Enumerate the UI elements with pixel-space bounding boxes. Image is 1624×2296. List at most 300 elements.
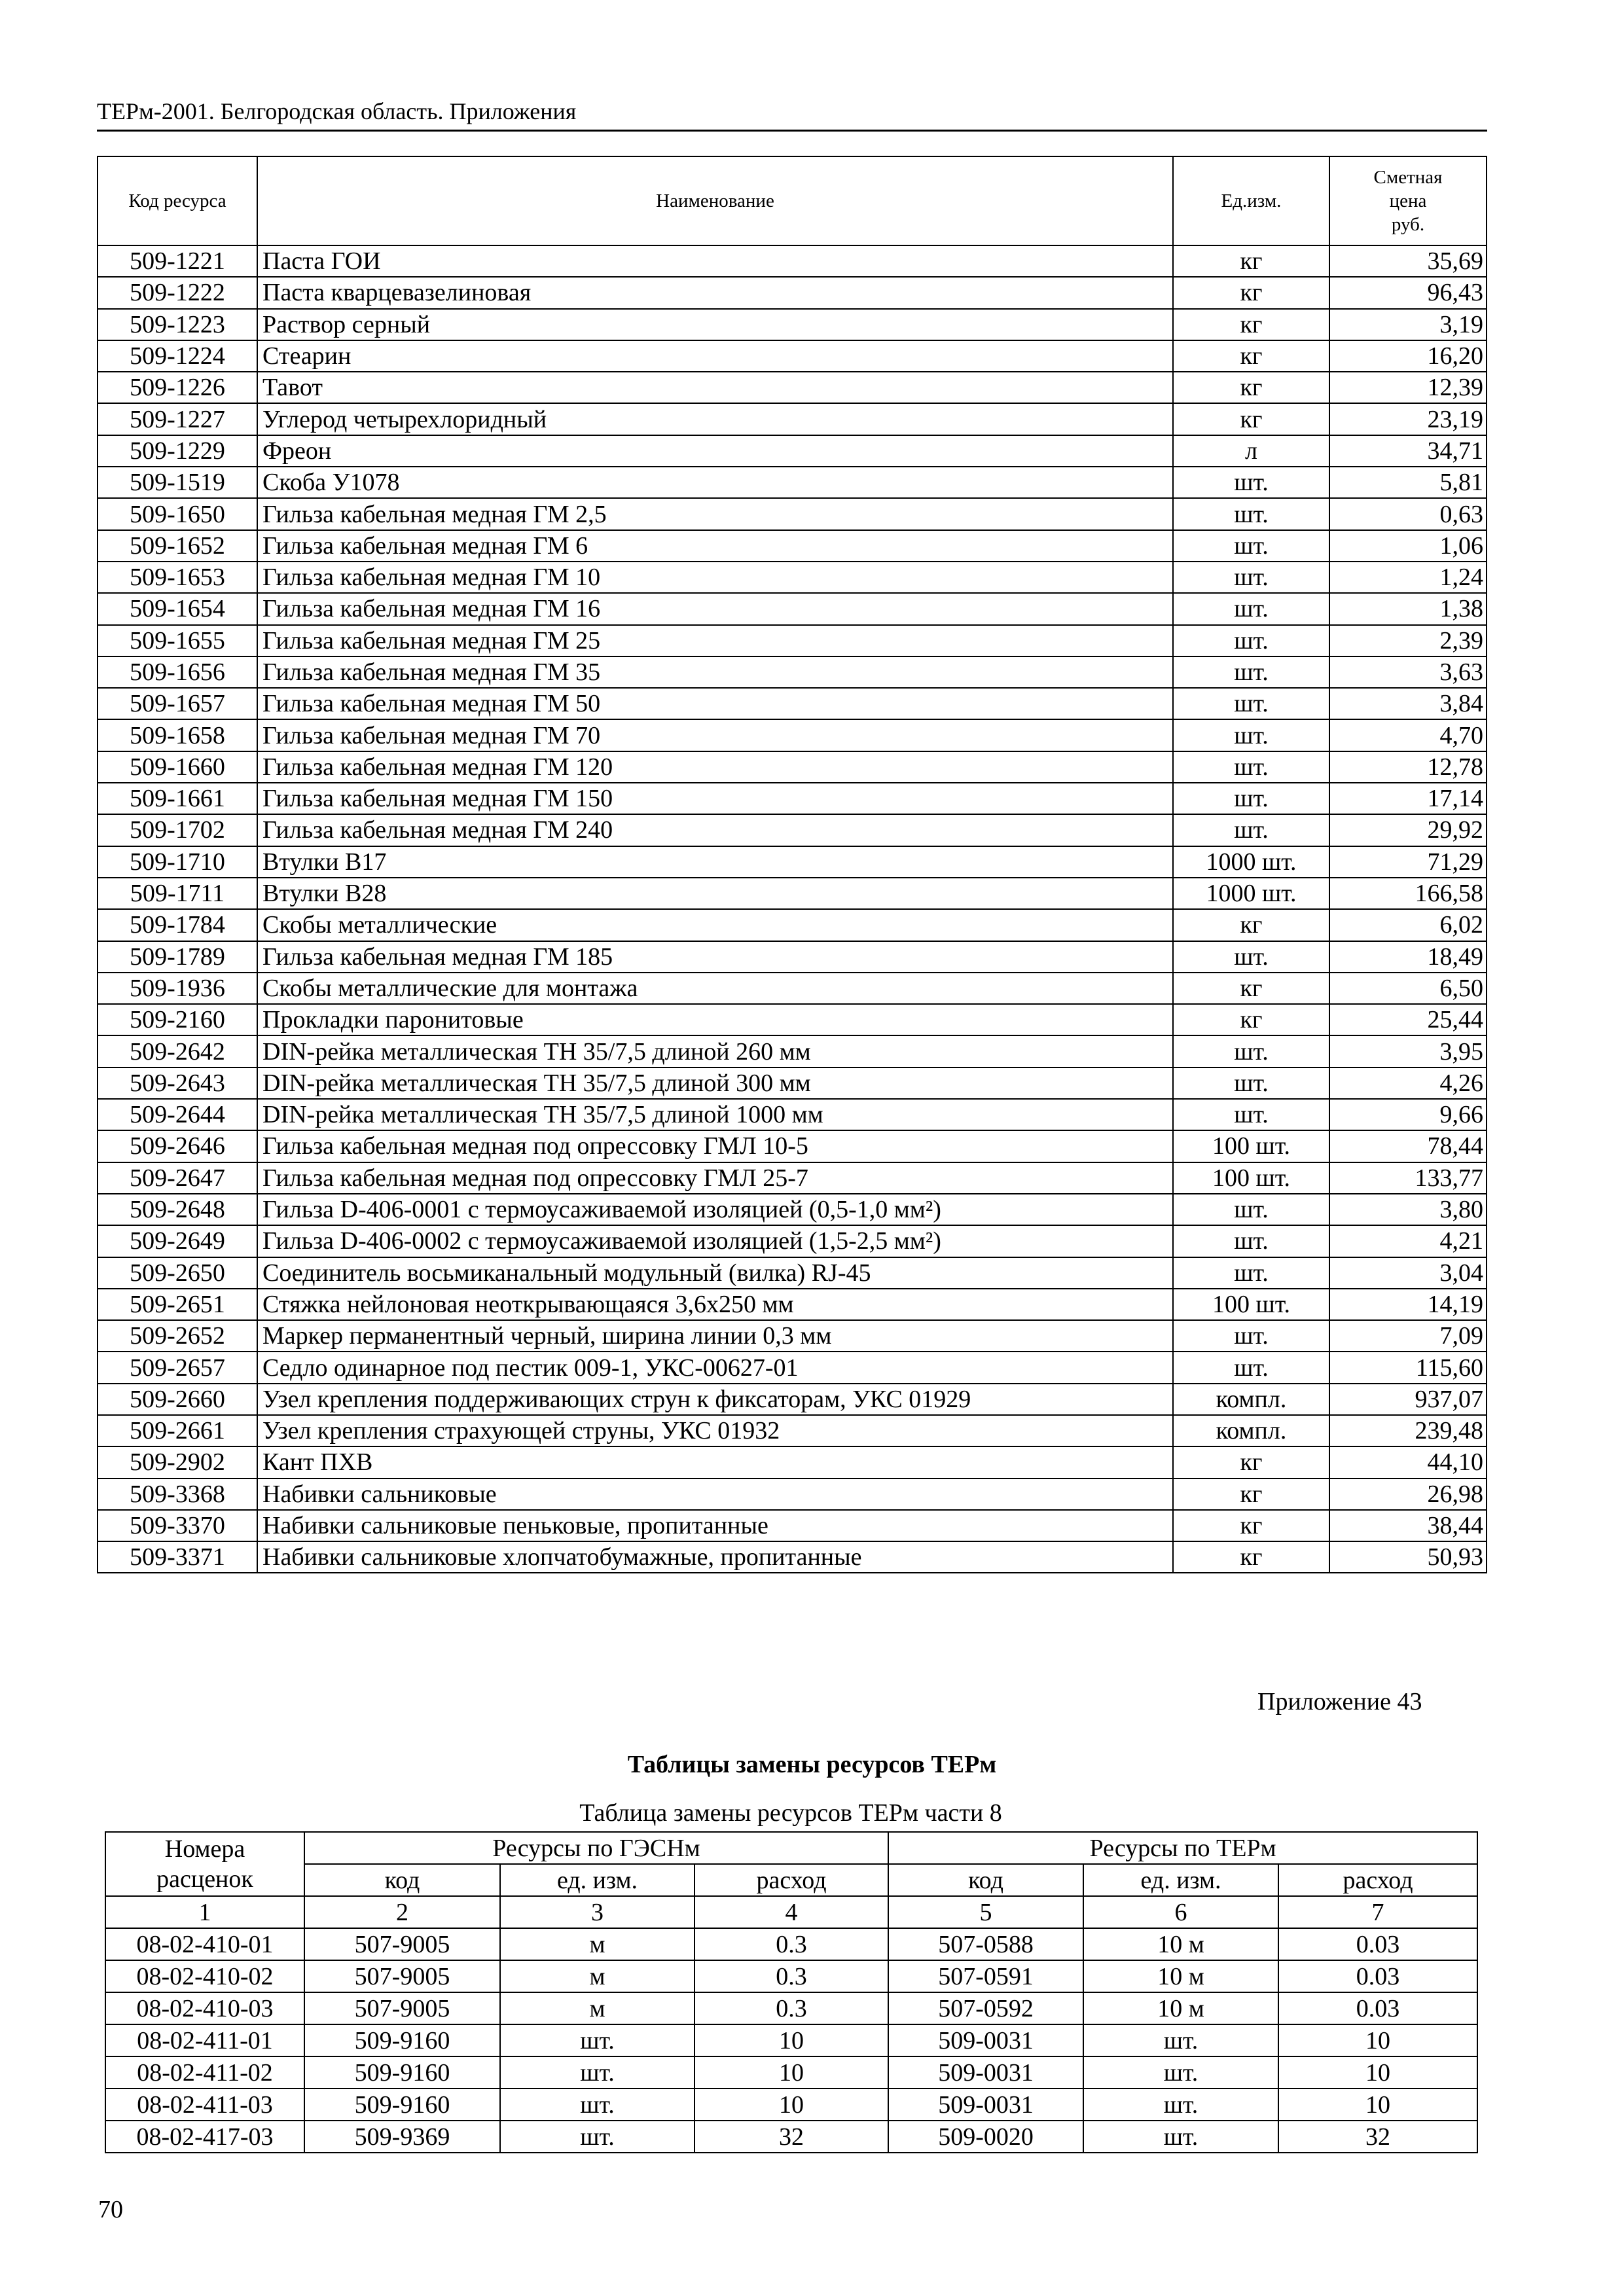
resource-unit-cell: шт. bbox=[1173, 562, 1329, 593]
resource-name-cell: Паста ГОИ bbox=[257, 245, 1173, 277]
resource-code-cell: 509-2652 bbox=[98, 1320, 257, 1352]
resource-replacement-table bbox=[105, 1831, 1478, 2153]
table-row bbox=[98, 1257, 1487, 1289]
table-row bbox=[105, 1928, 1477, 1960]
resource-unit-cell: шт. bbox=[1173, 1352, 1329, 1383]
resource-name-cell: Набивки сальниковые bbox=[257, 1479, 1173, 1510]
resource-price-cell: 26,98 bbox=[1329, 1479, 1487, 1510]
table-row bbox=[98, 467, 1487, 498]
table-row bbox=[105, 2121, 1477, 2153]
column-number-row bbox=[105, 1896, 1477, 1928]
table-row bbox=[98, 688, 1487, 719]
resource-name-cell: Гильза кабельная медная ГМ 185 bbox=[257, 941, 1173, 973]
resource-name-cell: Гильза D-406-0001 с термоусаживаемой изоляцией (0,5-1,0 мм²) bbox=[257, 1194, 1173, 1225]
table-row bbox=[98, 562, 1487, 593]
table-row bbox=[98, 1446, 1487, 1478]
resource-unit-cell: 100 шт. bbox=[1173, 1162, 1329, 1194]
resource-name-cell: Гильза кабельная медная ГМ 6 bbox=[257, 530, 1173, 562]
resource-code-cell: 509-1222 bbox=[98, 277, 257, 308]
resource-price-cell: 133,77 bbox=[1329, 1162, 1487, 1194]
resource-price-cell: 2,39 bbox=[1329, 625, 1487, 656]
resource-name-cell: Скоба У1078 bbox=[257, 467, 1173, 498]
resource-price-cell: 4,70 bbox=[1329, 719, 1487, 751]
resource-price-cell: 78,44 bbox=[1329, 1130, 1487, 1162]
resource-code-cell: 509-2657 bbox=[98, 1352, 257, 1383]
resource-name-cell: Гильза кабельная медная ГМ 120 bbox=[257, 751, 1173, 783]
resource-price-cell: 17,14 bbox=[1329, 783, 1487, 814]
ter-unit-cell: 10 м bbox=[1083, 1960, 1278, 1992]
rate-number-cell: 08-02-411-01 bbox=[105, 2024, 304, 2056]
resource-unit-cell: л bbox=[1173, 435, 1329, 467]
ter-unit-cell: 10 м bbox=[1083, 1992, 1278, 2024]
resource-name-cell: Гильза кабельная медная ГМ 70 bbox=[257, 719, 1173, 751]
resource-price-cell: 3,84 bbox=[1329, 688, 1487, 719]
resource-price-cell: 96,43 bbox=[1329, 277, 1487, 308]
resource-price-cell: 18,49 bbox=[1329, 941, 1487, 973]
resource-unit-cell: кг bbox=[1173, 1510, 1329, 1541]
ter-code-cell: 509-0031 bbox=[888, 2024, 1083, 2056]
table-row bbox=[98, 1194, 1487, 1225]
resource-code-cell: 509-1660 bbox=[98, 751, 257, 783]
resource-code-cell: 509-1229 bbox=[98, 435, 257, 467]
resource-unit-cell: шт. bbox=[1173, 719, 1329, 751]
resource-price-cell: 5,81 bbox=[1329, 467, 1487, 498]
ter-use-cell: 10 bbox=[1278, 2056, 1477, 2089]
resource-name-cell: Кант ПХВ bbox=[257, 1446, 1173, 1478]
table-row bbox=[98, 277, 1487, 308]
subheader-gesn-code: код bbox=[304, 1864, 500, 1896]
resource-name-cell: DIN-рейка металлическая ТН 35/7,5 длиной 260 мм bbox=[257, 1035, 1173, 1067]
resource-unit-cell: кг bbox=[1173, 309, 1329, 340]
column-number: 3 bbox=[500, 1896, 695, 1928]
ter-unit-cell: шт. bbox=[1083, 2024, 1278, 2056]
resource-price-cell: 50,93 bbox=[1329, 1541, 1487, 1573]
resource-code-cell: 509-3370 bbox=[98, 1510, 257, 1541]
resource-code-cell: 509-2644 bbox=[98, 1099, 257, 1130]
rate-number-cell: 08-02-410-02 bbox=[105, 1960, 304, 1992]
resource-price-cell: 34,71 bbox=[1329, 435, 1487, 467]
resource-code-cell: 509-3368 bbox=[98, 1479, 257, 1510]
resource-name-cell: Гильза кабельная медная ГМ 50 bbox=[257, 688, 1173, 719]
resource-unit-cell: компл. bbox=[1173, 1384, 1329, 1415]
gesn-code-cell: 507-9005 bbox=[304, 1992, 500, 2024]
column-number: 1 bbox=[105, 1896, 304, 1928]
resource-name-cell: Набивки сальниковые пеньковые, пропитанные bbox=[257, 1510, 1173, 1541]
resource-unit-cell: 100 шт. bbox=[1173, 1289, 1329, 1320]
resource-price-cell: 38,44 bbox=[1329, 1510, 1487, 1541]
resource-unit-cell: шт. bbox=[1173, 814, 1329, 846]
table-row bbox=[98, 530, 1487, 562]
table-header-row bbox=[98, 156, 1487, 245]
resource-code-cell: 509-1223 bbox=[98, 309, 257, 340]
subheader-ter-use: расход bbox=[1278, 1864, 1477, 1896]
gesn-use-cell: 10 bbox=[695, 2089, 888, 2121]
resource-unit-cell: шт. bbox=[1173, 1035, 1329, 1067]
resource-price-cell: 7,09 bbox=[1329, 1320, 1487, 1352]
resource-price-cell: 3,80 bbox=[1329, 1194, 1487, 1225]
resource-code-cell: 509-2648 bbox=[98, 1194, 257, 1225]
table-row bbox=[98, 1510, 1487, 1541]
gesn-unit-cell: шт. bbox=[500, 2024, 695, 2056]
resource-price-cell: 3,63 bbox=[1329, 656, 1487, 688]
resource-price-cell: 44,10 bbox=[1329, 1446, 1487, 1478]
resource-code-cell: 509-2647 bbox=[98, 1162, 257, 1194]
table-row bbox=[98, 656, 1487, 688]
column-group-gesn: Ресурсы по ГЭСНм bbox=[304, 1832, 888, 1864]
gesn-use-cell: 0.3 bbox=[695, 1928, 888, 1960]
gesn-use-cell: 10 bbox=[695, 2024, 888, 2056]
ter-use-cell: 32 bbox=[1278, 2121, 1477, 2153]
column-number: 6 bbox=[1083, 1896, 1278, 1928]
resource-price-cell: 16,20 bbox=[1329, 340, 1487, 372]
resource-unit-cell: кг bbox=[1173, 403, 1329, 435]
resource-unit-cell: шт. bbox=[1173, 941, 1329, 973]
ter-use-cell: 10 bbox=[1278, 2024, 1477, 2056]
resource-name-cell: Гильза кабельная медная ГМ 10 bbox=[257, 562, 1173, 593]
resource-name-cell: Гильза кабельная медная под опрессовку ГМЛ 10-5 bbox=[257, 1130, 1173, 1162]
resource-unit-cell: кг bbox=[1173, 340, 1329, 372]
ter-unit-cell: 10 м bbox=[1083, 1928, 1278, 1960]
ter-unit-cell: шт. bbox=[1083, 2089, 1278, 2121]
table-row bbox=[98, 309, 1487, 340]
column-group-ter: Ресурсы по ТЕРм bbox=[888, 1832, 1477, 1864]
resource-unit-cell: шт. bbox=[1173, 1320, 1329, 1352]
resource-unit-cell: кг bbox=[1173, 1004, 1329, 1035]
table-row bbox=[98, 1289, 1487, 1320]
resource-code-cell: 509-3371 bbox=[98, 1541, 257, 1573]
resource-price-cell: 4,21 bbox=[1329, 1225, 1487, 1257]
resource-name-cell: Маркер перманентный черный, ширина линии 0,3 мм bbox=[257, 1320, 1173, 1352]
table-row bbox=[98, 909, 1487, 941]
resource-name-cell: Узел крепления поддерживающих струн к фиксаторам, УКС 01929 bbox=[257, 1384, 1173, 1415]
resource-code-cell: 509-2649 bbox=[98, 1225, 257, 1257]
rate-number-cell: 08-02-411-02 bbox=[105, 2056, 304, 2089]
table-subheader-row bbox=[105, 1864, 1477, 1896]
table-header-row bbox=[105, 1832, 1477, 1864]
resource-unit-cell: шт. bbox=[1173, 625, 1329, 656]
resource-name-cell: Тавот bbox=[257, 372, 1173, 403]
resource-price-cell: 29,92 bbox=[1329, 814, 1487, 846]
resource-code-cell: 509-1936 bbox=[98, 973, 257, 1004]
resource-code-cell: 509-1652 bbox=[98, 530, 257, 562]
resource-unit-cell: кг bbox=[1173, 277, 1329, 308]
resource-unit-cell: кг bbox=[1173, 909, 1329, 941]
table-row bbox=[98, 1225, 1487, 1257]
subheader-gesn-use: расход bbox=[695, 1864, 888, 1896]
price-header-line-2: цена bbox=[1389, 190, 1427, 211]
rate-number-cell: 08-02-411-03 bbox=[105, 2089, 304, 2121]
table-row bbox=[105, 2056, 1477, 2089]
resource-code-cell: 509-2646 bbox=[98, 1130, 257, 1162]
resource-name-cell: Гильза кабельная медная ГМ 16 bbox=[257, 593, 1173, 624]
resource-code-cell: 509-1226 bbox=[98, 372, 257, 403]
price-header-line-3: руб. bbox=[1391, 214, 1425, 235]
subheader-ter-unit: ед. изм. bbox=[1083, 1864, 1278, 1896]
gesn-use-cell: 0.3 bbox=[695, 1992, 888, 2024]
resource-unit-cell: кг bbox=[1173, 1446, 1329, 1478]
gesn-use-cell: 32 bbox=[695, 2121, 888, 2153]
gesn-code-cell: 509-9369 bbox=[304, 2121, 500, 2153]
resource-code-cell: 509-1710 bbox=[98, 846, 257, 878]
rate-number-cell: 08-02-417-03 bbox=[105, 2121, 304, 2153]
resource-unit-cell: шт. bbox=[1173, 1194, 1329, 1225]
resource-unit-cell: кг bbox=[1173, 372, 1329, 403]
resource-unit-cell: кг bbox=[1173, 245, 1329, 277]
gesn-unit-cell: м bbox=[500, 1992, 695, 2024]
column-number: 2 bbox=[304, 1896, 500, 1928]
gesn-use-cell: 0.3 bbox=[695, 1960, 888, 1992]
table-row bbox=[98, 973, 1487, 1004]
resource-name-cell: Скобы металлические для монтажа bbox=[257, 973, 1173, 1004]
resource-unit-cell: шт. bbox=[1173, 1099, 1329, 1130]
resource-price-cell: 1,24 bbox=[1329, 562, 1487, 593]
subheader-gesn-unit: ед. изм. bbox=[500, 1864, 695, 1896]
resource-code-cell: 509-1650 bbox=[98, 498, 257, 529]
resource-code-cell: 509-1656 bbox=[98, 656, 257, 688]
table-row bbox=[98, 1099, 1487, 1130]
gesn-unit-cell: м bbox=[500, 1960, 695, 1992]
resource-name-cell: DIN-рейка металлическая ТН 35/7,5 длиной 1000 мм bbox=[257, 1099, 1173, 1130]
resource-unit-cell: шт. bbox=[1173, 467, 1329, 498]
resource-code-cell: 509-1654 bbox=[98, 593, 257, 624]
resource-name-cell: Стяжка нейлоновая неоткрывающаяся 3,6x250 мм bbox=[257, 1289, 1173, 1320]
header-rule bbox=[97, 130, 1487, 132]
table-row bbox=[98, 1067, 1487, 1099]
table-row bbox=[98, 878, 1487, 909]
table-row bbox=[98, 1415, 1487, 1446]
resource-name-cell: Гильза D-406-0002 с термоусаживаемой изоляцией (1,5-2,5 мм²) bbox=[257, 1225, 1173, 1257]
resource-price-cell: 23,19 bbox=[1329, 403, 1487, 435]
resource-code-cell: 509-1653 bbox=[98, 562, 257, 593]
gesn-code-cell: 509-9160 bbox=[304, 2089, 500, 2121]
resource-price-cell: 35,69 bbox=[1329, 245, 1487, 277]
resource-code-cell: 509-1657 bbox=[98, 688, 257, 719]
resource-price-cell: 239,48 bbox=[1329, 1415, 1487, 1446]
resource-code-cell: 509-2643 bbox=[98, 1067, 257, 1099]
resource-name-cell: Втулки В17 bbox=[257, 846, 1173, 878]
table-row bbox=[98, 403, 1487, 435]
resource-name-cell: Гильза кабельная медная под опрессовку ГМЛ 25-7 bbox=[257, 1162, 1173, 1194]
resource-unit-cell: шт. bbox=[1173, 656, 1329, 688]
table-row bbox=[98, 593, 1487, 624]
resource-code-cell: 509-1519 bbox=[98, 467, 257, 498]
resource-unit-cell: шт. bbox=[1173, 498, 1329, 529]
resource-code-cell: 509-1789 bbox=[98, 941, 257, 973]
gesn-unit-cell: шт. bbox=[500, 2089, 695, 2121]
table-row bbox=[98, 783, 1487, 814]
rate-number-cell: 08-02-410-03 bbox=[105, 1992, 304, 2024]
table-row bbox=[105, 2024, 1477, 2056]
table-row bbox=[98, 1541, 1487, 1573]
resource-price-cell: 3,04 bbox=[1329, 1257, 1487, 1289]
resource-unit-cell: 1000 шт. bbox=[1173, 878, 1329, 909]
resource-price-cell: 0,63 bbox=[1329, 498, 1487, 529]
resource-name-cell: Седло одинарное под пестик 009-1, УКС-00627-01 bbox=[257, 1352, 1173, 1383]
table-row bbox=[98, 751, 1487, 783]
ter-use-cell: 0.03 bbox=[1278, 1992, 1477, 2024]
resource-unit-cell: компл. bbox=[1173, 1415, 1329, 1446]
ter-code-cell: 507-0592 bbox=[888, 1992, 1083, 2024]
resource-code-cell: 509-1661 bbox=[98, 783, 257, 814]
resource-code-cell: 509-2642 bbox=[98, 1035, 257, 1067]
resource-unit-cell: 100 шт. bbox=[1173, 1130, 1329, 1162]
table-row bbox=[98, 435, 1487, 467]
ter-code-cell: 509-0031 bbox=[888, 2056, 1083, 2089]
ter-unit-cell: шт. bbox=[1083, 2121, 1278, 2153]
gesn-use-cell: 10 bbox=[695, 2056, 888, 2089]
resources-table-body bbox=[98, 245, 1487, 1573]
table-row bbox=[98, 1162, 1487, 1194]
rate-number-cell: 08-02-410-01 bbox=[105, 1928, 304, 1960]
resource-name-cell: Втулки В28 bbox=[257, 878, 1173, 909]
ter-code-cell: 509-0031 bbox=[888, 2089, 1083, 2121]
resource-price-cell: 3,95 bbox=[1329, 1035, 1487, 1067]
gesn-code-cell: 507-9005 bbox=[304, 1960, 500, 1992]
ter-unit-cell: шт. bbox=[1083, 2056, 1278, 2089]
table-row bbox=[105, 1992, 1477, 2024]
resource-code-cell: 509-1655 bbox=[98, 625, 257, 656]
resource-code-cell: 509-2651 bbox=[98, 1289, 257, 1320]
resource-name-cell: Скобы металлические bbox=[257, 909, 1173, 941]
gesn-unit-cell: м bbox=[500, 1928, 695, 1960]
page-number: 70 bbox=[98, 2196, 123, 2223]
resource-code-cell: 509-2902 bbox=[98, 1446, 257, 1478]
resource-price-cell: 25,44 bbox=[1329, 1004, 1487, 1035]
resource-price-cell: 1,06 bbox=[1329, 530, 1487, 562]
rates-header-line-1: Номера bbox=[164, 1835, 245, 1863]
resource-code-cell: 509-2650 bbox=[98, 1257, 257, 1289]
table-row bbox=[98, 1130, 1487, 1162]
resource-name-cell: Фреон bbox=[257, 435, 1173, 467]
resource-code-cell: 509-1711 bbox=[98, 878, 257, 909]
table-row bbox=[98, 1004, 1487, 1035]
appendix-label: Приложение 43 bbox=[1257, 1688, 1422, 1715]
resource-price-cell: 12,78 bbox=[1329, 751, 1487, 783]
resource-price-cell: 4,26 bbox=[1329, 1067, 1487, 1099]
replacement-table-body bbox=[105, 1832, 1477, 2153]
resource-name-cell: Углерод четырехлоридный bbox=[257, 403, 1173, 435]
resource-price-cell: 12,39 bbox=[1329, 372, 1487, 403]
resource-code-cell: 509-2660 bbox=[98, 1384, 257, 1415]
resource-code-cell: 509-1784 bbox=[98, 909, 257, 941]
resource-name-cell: Гильза кабельная медная ГМ 25 bbox=[257, 625, 1173, 656]
table-caption: Таблица замены ресурсов ТЕРм части 8 bbox=[579, 1799, 1002, 1827]
resource-code-cell: 509-1221 bbox=[98, 245, 257, 277]
table-row bbox=[105, 2089, 1477, 2121]
resource-unit-cell: шт. bbox=[1173, 530, 1329, 562]
resource-unit-cell: шт. bbox=[1173, 783, 1329, 814]
resource-unit-cell: 1000 шт. bbox=[1173, 846, 1329, 878]
resource-price-cell: 71,29 bbox=[1329, 846, 1487, 878]
resource-unit-cell: кг bbox=[1173, 1541, 1329, 1573]
table-row bbox=[98, 245, 1487, 277]
table-row bbox=[98, 625, 1487, 656]
table-row bbox=[98, 1479, 1487, 1510]
table-row bbox=[98, 498, 1487, 529]
resource-name-cell: Соединитель восьмиканальный модульный (вилка) RJ-45 bbox=[257, 1257, 1173, 1289]
resource-unit-cell: шт. bbox=[1173, 1067, 1329, 1099]
table-row bbox=[98, 941, 1487, 973]
gesn-code-cell: 507-9005 bbox=[304, 1928, 500, 1960]
gesn-unit-cell: шт. bbox=[500, 2056, 695, 2089]
ter-code-cell: 507-0588 bbox=[888, 1928, 1083, 1960]
gesn-code-cell: 509-9160 bbox=[304, 2056, 500, 2089]
table-row bbox=[98, 719, 1487, 751]
column-number: 4 bbox=[695, 1896, 888, 1928]
column-header-name: Наименование bbox=[257, 156, 1173, 245]
resource-name-cell: Узел крепления страхующей струны, УКС 01932 bbox=[257, 1415, 1173, 1446]
resource-unit-cell: шт. bbox=[1173, 1225, 1329, 1257]
column-header-unit: Ед.изм. bbox=[1173, 156, 1329, 245]
ter-code-cell: 507-0591 bbox=[888, 1960, 1083, 1992]
column-number: 5 bbox=[888, 1896, 1083, 1928]
section-title: Таблицы замены ресурсов ТЕРм bbox=[627, 1751, 997, 1778]
table-row bbox=[98, 1035, 1487, 1067]
resource-price-cell: 937,07 bbox=[1329, 1384, 1487, 1415]
rates-header-line-2: расценок bbox=[156, 1865, 253, 1893]
resource-price-cell: 1,38 bbox=[1329, 593, 1487, 624]
resource-unit-cell: кг bbox=[1173, 973, 1329, 1004]
page-header: ТЕРм-2001. Белгородская область. Приложения bbox=[97, 98, 577, 124]
ter-code-cell: 509-0020 bbox=[888, 2121, 1083, 2153]
resource-name-cell: Паста кварцевазелиновая bbox=[257, 277, 1173, 308]
resource-name-cell: Прокладки паронитовые bbox=[257, 1004, 1173, 1035]
resource-unit-cell: шт. bbox=[1173, 688, 1329, 719]
column-header-code: Код ресурса bbox=[98, 156, 257, 245]
resource-code-cell: 509-1227 bbox=[98, 403, 257, 435]
resource-price-cell: 166,58 bbox=[1329, 878, 1487, 909]
resource-price-cell: 115,60 bbox=[1329, 1352, 1487, 1383]
resource-name-cell: Гильза кабельная медная ГМ 2,5 bbox=[257, 498, 1173, 529]
resource-price-cell: 3,19 bbox=[1329, 309, 1487, 340]
resource-price-cell: 9,66 bbox=[1329, 1099, 1487, 1130]
subheader-ter-code: код bbox=[888, 1864, 1083, 1896]
table-row bbox=[98, 846, 1487, 878]
resource-name-cell: Набивки сальниковые хлопчатобумажные, пропитанные bbox=[257, 1541, 1173, 1573]
resource-name-cell: Гильза кабельная медная ГМ 35 bbox=[257, 656, 1173, 688]
gesn-unit-cell: шт. bbox=[500, 2121, 695, 2153]
resource-code-cell: 509-1658 bbox=[98, 719, 257, 751]
price-header-line-1: Сметная bbox=[1373, 167, 1443, 188]
ter-use-cell: 10 bbox=[1278, 2089, 1477, 2121]
table-row bbox=[98, 1384, 1487, 1415]
resource-price-cell: 14,19 bbox=[1329, 1289, 1487, 1320]
resource-unit-cell: шт. bbox=[1173, 1257, 1329, 1289]
resource-name-cell: Гильза кабельная медная ГМ 150 bbox=[257, 783, 1173, 814]
resource-unit-cell: шт. bbox=[1173, 751, 1329, 783]
resource-code-cell: 509-2160 bbox=[98, 1004, 257, 1035]
resource-unit-cell: шт. bbox=[1173, 593, 1329, 624]
ter-use-cell: 0.03 bbox=[1278, 1960, 1477, 1992]
table-row bbox=[98, 340, 1487, 372]
resource-code-cell: 509-1702 bbox=[98, 814, 257, 846]
resource-name-cell: DIN-рейка металлическая ТН 35/7,5 длиной 300 мм bbox=[257, 1067, 1173, 1099]
gesn-code-cell: 509-9160 bbox=[304, 2024, 500, 2056]
resource-price-cell: 6,02 bbox=[1329, 909, 1487, 941]
ter-use-cell: 0.03 bbox=[1278, 1928, 1477, 1960]
resource-unit-cell: кг bbox=[1173, 1479, 1329, 1510]
resource-name-cell: Раствор серный bbox=[257, 309, 1173, 340]
table-row bbox=[98, 1352, 1487, 1383]
resources-price-table bbox=[97, 156, 1487, 1573]
table-row bbox=[98, 372, 1487, 403]
table-row bbox=[98, 814, 1487, 846]
column-header-rates bbox=[105, 1832, 304, 1896]
resource-code-cell: 509-1224 bbox=[98, 340, 257, 372]
resource-name-cell: Стеарин bbox=[257, 340, 1173, 372]
table-row bbox=[98, 1320, 1487, 1352]
resource-price-cell: 6,50 bbox=[1329, 973, 1487, 1004]
